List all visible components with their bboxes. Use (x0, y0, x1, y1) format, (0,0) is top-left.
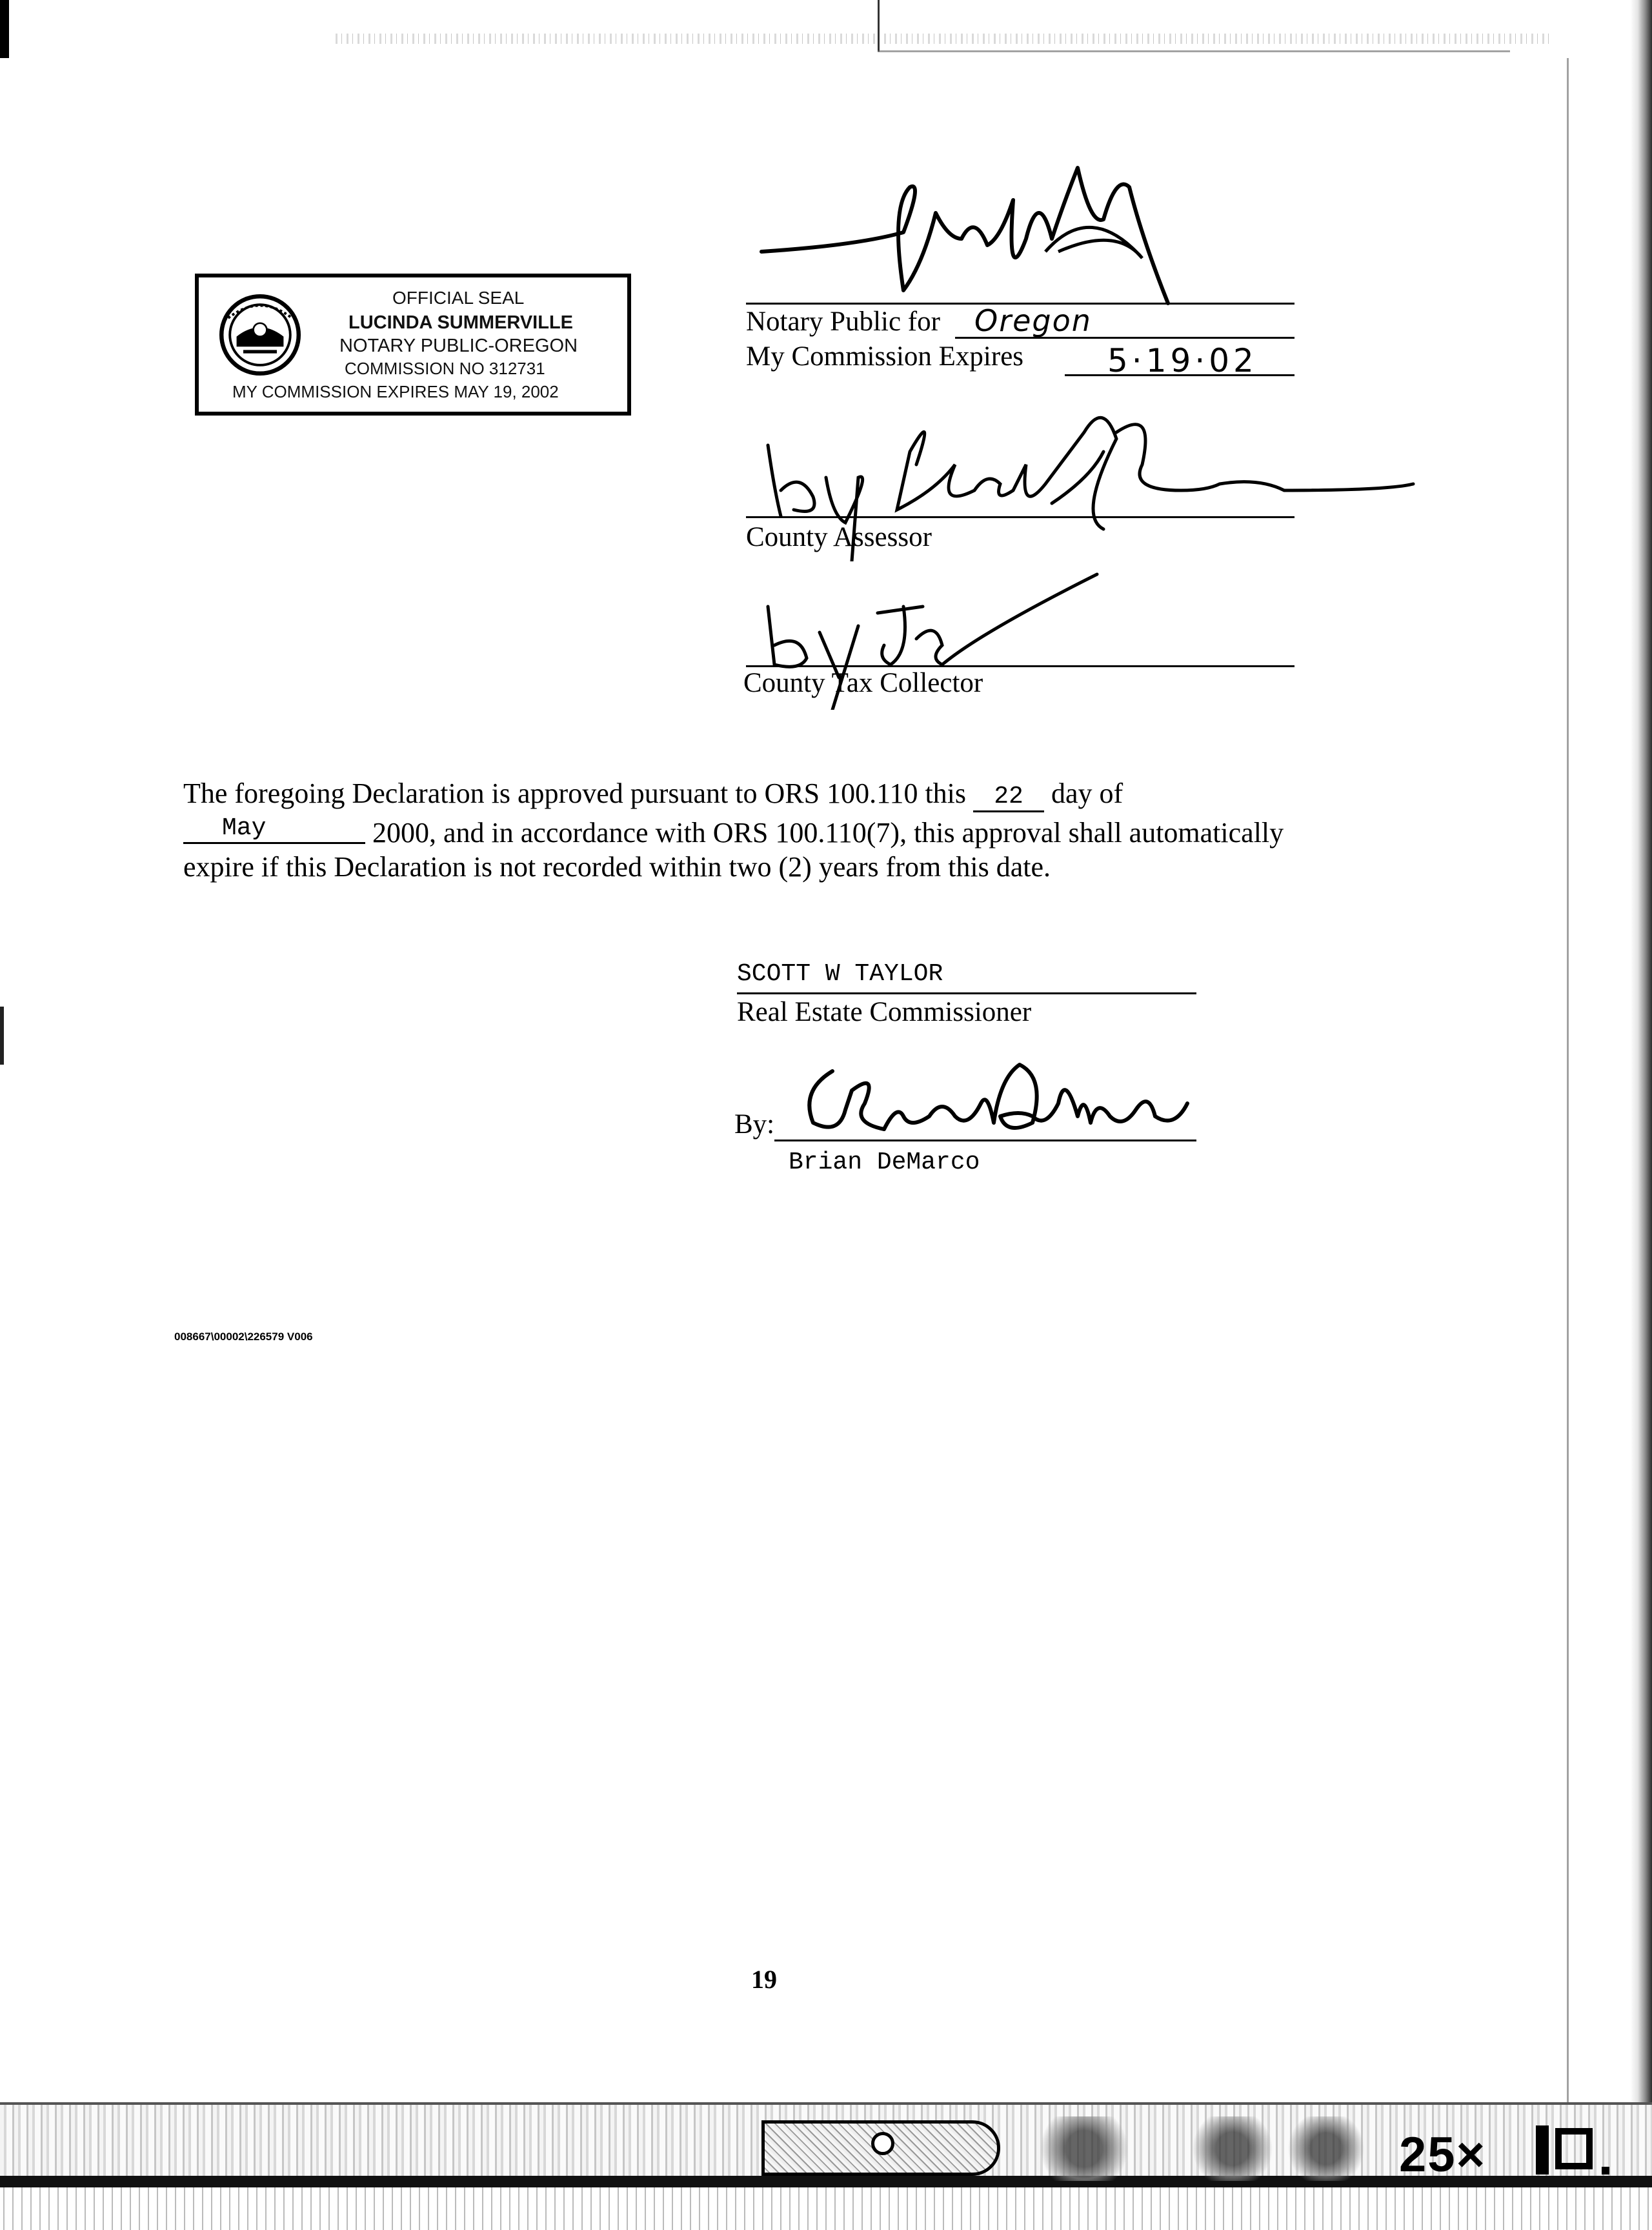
declaration-text-1a: The foregoing Declaration is approved pursuant to ORS 100.110 this (183, 778, 967, 809)
scan-edge-right (1630, 0, 1652, 2230)
county-assessor-line (746, 516, 1294, 518)
by-label: By: (734, 1109, 775, 1140)
film-scale-dot-icon (1602, 2167, 1609, 2175)
film-noise-3 (1284, 2116, 1368, 2181)
scan-top-bracket (878, 0, 880, 52)
film-scale-bar-icon (1536, 2125, 1549, 2175)
film-strip-under (0, 2187, 1652, 2230)
declaration-line-1 (183, 777, 1123, 812)
film-noise-1 (1032, 2116, 1136, 2181)
commissioner-signer-name: Brian DeMarco (789, 1149, 980, 1176)
seal-title: OFFICIAL SEAL (392, 288, 525, 308)
declaration-text-2b: 2000, and in accordance with ORS 100.110(7), this approval shall automatically (372, 817, 1284, 849)
scan-top-bracket-line (878, 50, 1510, 52)
commissioner-signature-line (774, 1140, 1196, 1141)
approval-month: May (183, 814, 365, 844)
film-frame-dot-icon (871, 2132, 894, 2155)
declaration-line-3: expire if this Declaration is not recorded within two (2) years from this date. (183, 851, 1051, 883)
scan-speck (0, 1007, 4, 1065)
page-number: 19 (751, 1965, 777, 1994)
approval-day: 22 (973, 783, 1044, 812)
scan-edge-left (0, 0, 9, 58)
commissioner-signature (787, 1052, 1213, 1149)
seal-office: NOTARY PUBLIC-OREGON (339, 336, 578, 356)
film-reduction-ratio (1399, 2127, 1486, 2183)
scan-top-noise (336, 34, 1549, 44)
film-noise-2 (1187, 2116, 1278, 2181)
county-tax-collector-label: County Tax Collector (743, 668, 983, 698)
seal-expiration: MY COMMISSION EXPIRES MAY 19, 2002 (232, 382, 559, 401)
county-assessor-label: County Assessor (746, 522, 932, 552)
declaration-text-1b: day of (1051, 778, 1123, 809)
commission-expires-label: My Commission Expires (746, 341, 1024, 372)
declaration-line-2 (183, 814, 1284, 849)
film-reduction-number: 25 (1399, 2127, 1456, 2182)
film-scale-box-icon (1555, 2128, 1593, 2169)
seal-commission-number: COMMISSION NO 312731 (345, 359, 545, 378)
commissioner-name-line (737, 992, 1196, 994)
seal-name: LUCINDA SUMMERVILLE (348, 312, 573, 333)
film-reduction-times: × (1456, 2127, 1486, 2182)
notary-public-for-label: Notary Public for (746, 306, 940, 337)
scan-page-edge (1567, 58, 1569, 2104)
commissioner-name: SCOTT W TAYLOR (737, 960, 943, 988)
notary-public-for-value: Oregon (974, 303, 1092, 338)
oregon-state-seal-icon (218, 293, 302, 377)
commissioner-title: Real Estate Commissioner (737, 997, 1032, 1027)
document-id: 008667\00002\226579 V006 (174, 1331, 313, 1343)
official-seal-stamp (195, 274, 631, 416)
commission-expires-value: 5·19·02 (1107, 342, 1258, 379)
